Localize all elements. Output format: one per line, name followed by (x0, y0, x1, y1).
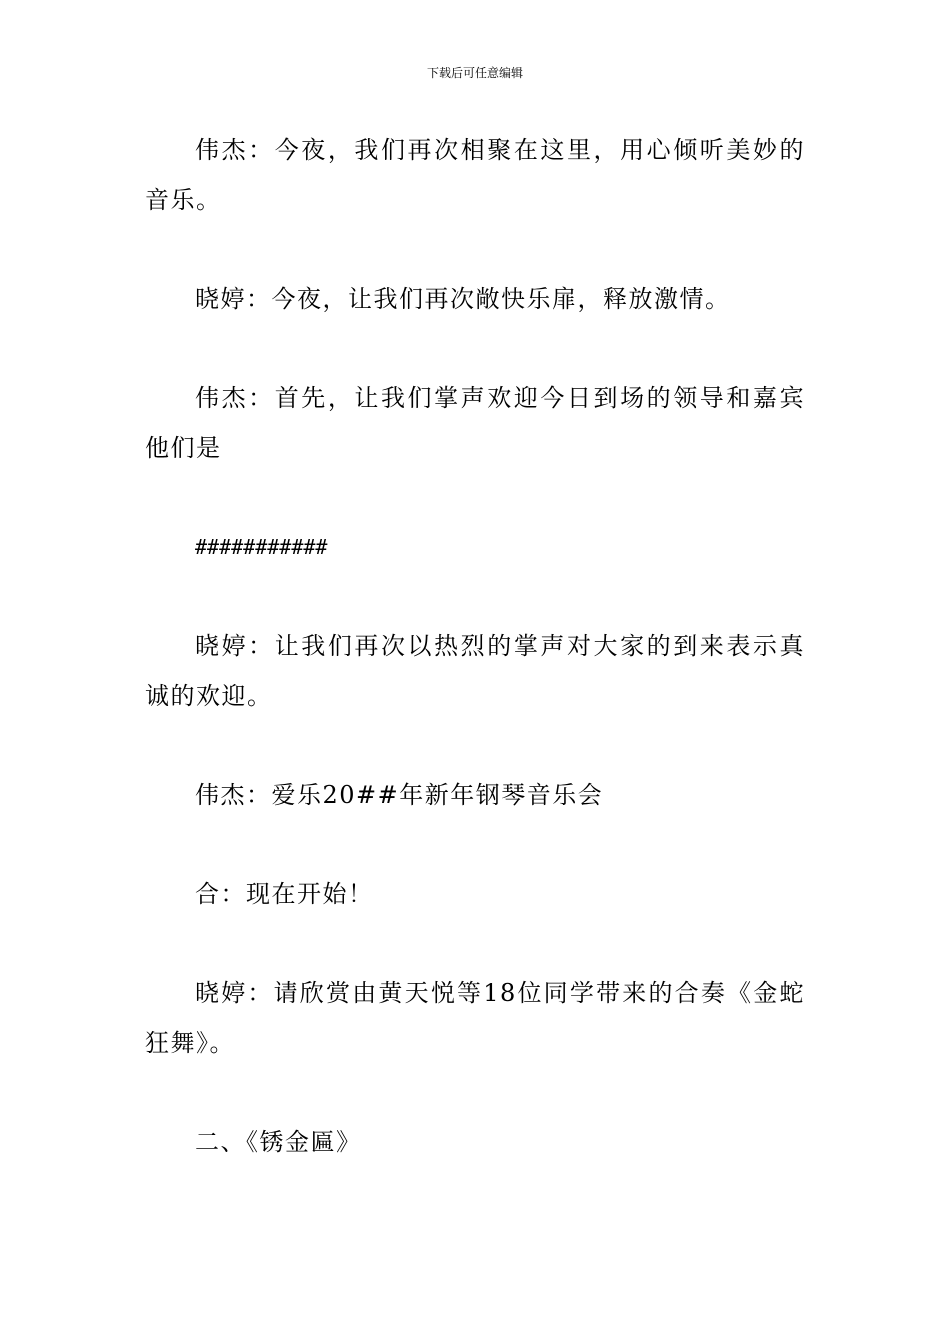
paragraph-welcome-guests: 伟杰：首先，让我们掌声欢迎今日到场的领导和嘉宾他们是 (145, 384, 805, 462)
document-body (145, 125, 805, 1216)
paragraph-start: 合：现在开始！ (195, 880, 374, 908)
page-header: 下载后可任意编辑 (426, 66, 523, 80)
paragraph-placeholder: ########### (195, 535, 328, 559)
paragraph-first-performance: 晓婷：请欣赏由黄天悦等18位同学带来的合奏《金蛇狂舞》。 (145, 979, 805, 1057)
paragraph-release-passion: 晓婷：今夜，让我们再次敞快乐扉，释放激情。 (195, 285, 731, 313)
paragraph-concert-title: 伟杰：爱乐20##年新年钢琴音乐会 (195, 781, 604, 809)
paragraph-opening: 伟杰：今夜，我们再次相聚在这里，用心倾听美妙的音乐。 (145, 136, 805, 214)
paragraph-section-two: 二、《锈金匾》 (195, 1128, 362, 1156)
paragraph-applause: 晓婷：让我们再次以热烈的掌声对大家的到来表示真诚的欢迎。 (145, 632, 805, 710)
